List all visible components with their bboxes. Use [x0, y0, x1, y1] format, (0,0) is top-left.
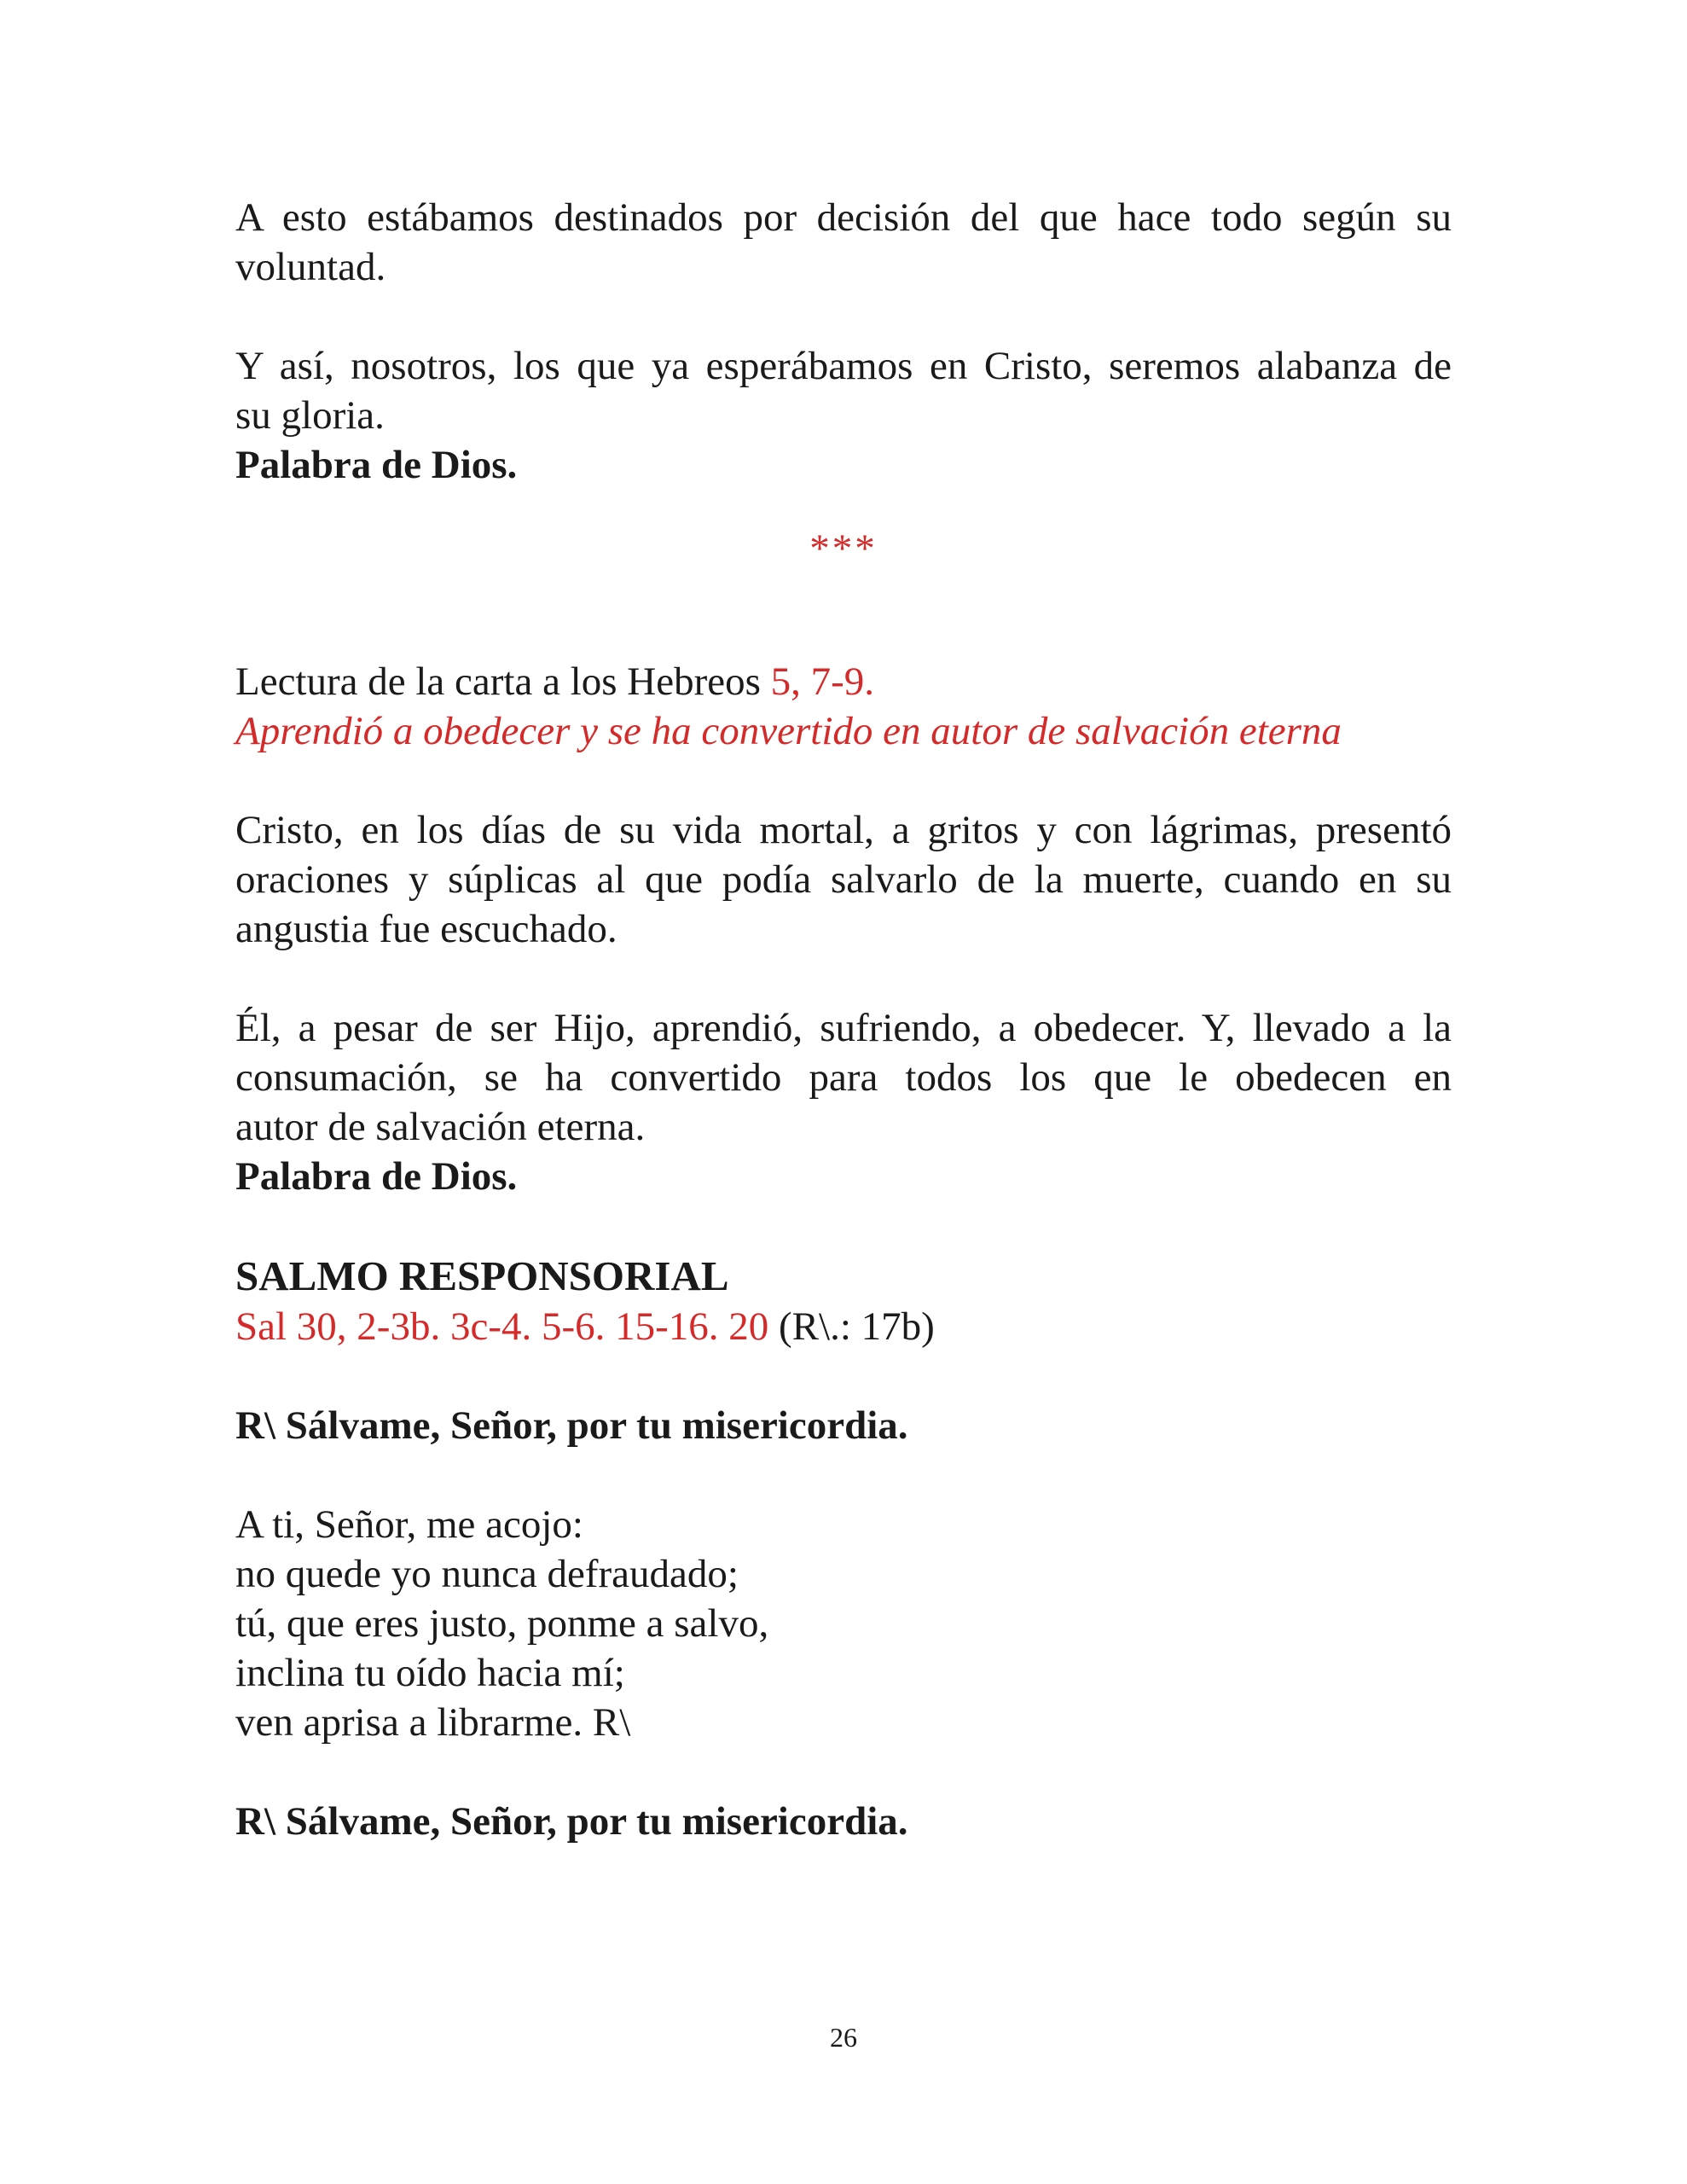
reading1-closing: Palabra de Dios.: [235, 443, 518, 487]
psalm-stanza-line: inclina tu oído hacia mí;: [235, 1651, 625, 1695]
psalm-heading: SALMO RESPONSORIAL: [235, 1252, 729, 1299]
reading2-para1-line1: Cristo, en los días de su vida mortal, a gritos y con lágrimas, presentó: [235, 808, 1452, 852]
psalm-response-2: R\ Sálvame, Señor, por tu misericordia.: [235, 1799, 908, 1844]
reading2-intro: Lectura de la carta a los Hebreos: [235, 659, 771, 704]
document-page: [235, 193, 1452, 1846]
reading1-para2-line2: su gloria.: [235, 393, 385, 438]
page-number: 26: [830, 2022, 857, 2053]
reading2-para1-line3: angustia fue escuchado.: [235, 907, 617, 951]
reading2-para2-line1: Él, a pesar de ser Hijo, aprendió, sufriendo, a obedecer. Y, llevado a la: [235, 1006, 1452, 1050]
psalm-reference: [235, 1302, 1452, 1351]
reading1-para1-line1: A esto estábamos destinados por decisión del que hace todo según su: [235, 195, 1452, 240]
psalm-stanza-line: no quede yo nunca defraudado;: [235, 1552, 739, 1596]
reading2-para2-line3: autor de salvación eterna.: [235, 1105, 646, 1149]
psalm-citation: Sal 30, 2-3b. 3c-4. 5-6. 15-16. 20: [235, 1304, 769, 1349]
reading2-closing: Palabra de Dios.: [235, 1154, 518, 1199]
section-separator: ***: [809, 526, 878, 571]
psalm-stanza-line: ven aprisa a librarme. R\: [235, 1700, 631, 1745]
psalm-response-ref: (R\.: 17b): [768, 1304, 935, 1349]
reading1-para2-line1: Y así, nosotros, los que ya esperábamos en Cristo, seremos alabanza de: [235, 344, 1452, 388]
reading2-para1-line2: oraciones y súplicas al que podía salvarlo de la muerte, cuando en su: [235, 857, 1452, 902]
psalm-stanza-line: A ti, Señor, me acojo:: [235, 1502, 583, 1547]
reading2-para2-line2: consumación, se ha convertido para todos los que le obedecen en: [235, 1055, 1452, 1100]
reading1-para1-line2: voluntad.: [235, 245, 386, 289]
psalm-response-1: R\ Sálvame, Señor, por tu misericordia.: [235, 1403, 908, 1448]
reading2-subtitle: Aprendió a obedecer y se ha convertido en autor de salvación eterna: [235, 709, 1342, 753]
reading2-citation: 5, 7-9.: [770, 659, 875, 704]
reading2-title: [235, 657, 1452, 706]
psalm-stanza-line: tú, que eres justo, ponme a salvo,: [235, 1601, 769, 1646]
